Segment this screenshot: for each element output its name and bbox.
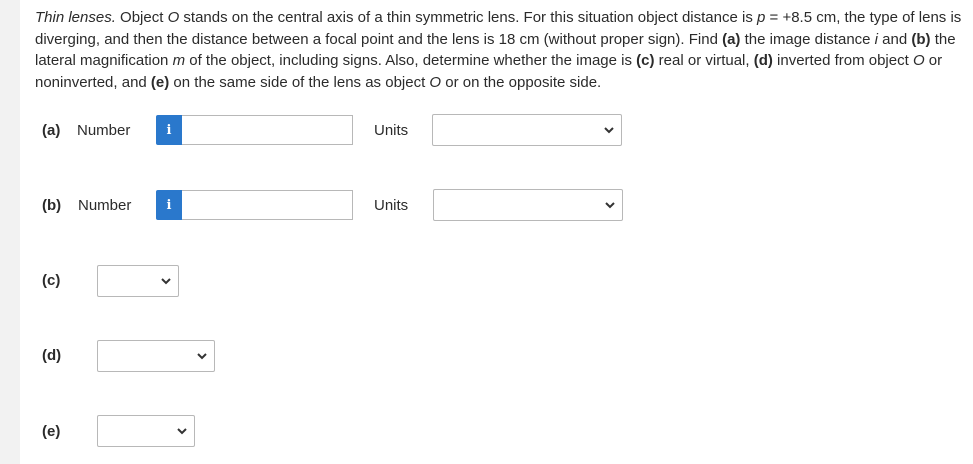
part-b-info-button[interactable] (156, 190, 182, 220)
part-b-number-label: Number (78, 197, 132, 214)
part-c-select[interactable] (97, 265, 179, 297)
part-b-label: (b) (42, 197, 62, 214)
part-e-label: (e) (42, 423, 61, 440)
part-c-label: (c) (42, 272, 61, 289)
chevron-down-icon (604, 199, 616, 211)
part-a-label: (a) (42, 122, 61, 139)
info-icon: i (166, 197, 172, 213)
chevron-down-icon (603, 124, 615, 136)
part-d-label: (d) (42, 347, 62, 364)
part-b-units-label: Units (374, 197, 409, 214)
part-b-units-select[interactable] (433, 189, 623, 221)
part-d-select[interactable] (97, 340, 215, 372)
chevron-down-icon (196, 350, 208, 362)
question-title: Thin lenses. (35, 9, 116, 26)
part-a-number-input[interactable] (182, 115, 353, 145)
question-text: Thin lenses. Object O stands on the central axis of a thin symmetric lens. For this situation object distance is p = +8.5 cm, the type of lens is diverging, and then the distance between a focal point and the lens is 18 cm (without proper sign). Find (a) the image distance i and (b) the lateral magnification m of the object, including signs. Also, determine whether the image is (c) real or virtual, (d) inverted from object O or noninverted, and (e) on the same side of the lens as object O or on the opposite side. (35, 9, 962, 91)
chevron-down-icon (160, 275, 172, 287)
question-card (20, 0, 973, 464)
info-icon: i (166, 122, 172, 138)
part-b-number-input[interactable] (182, 190, 353, 220)
part-a-units-select[interactable] (432, 114, 622, 146)
chevron-down-icon (176, 425, 188, 437)
part-a-number-label: Number (77, 122, 131, 139)
part-a-info-button[interactable] (156, 115, 182, 145)
part-e-select[interactable] (97, 415, 195, 447)
part-a-units-label: Units (374, 122, 409, 139)
